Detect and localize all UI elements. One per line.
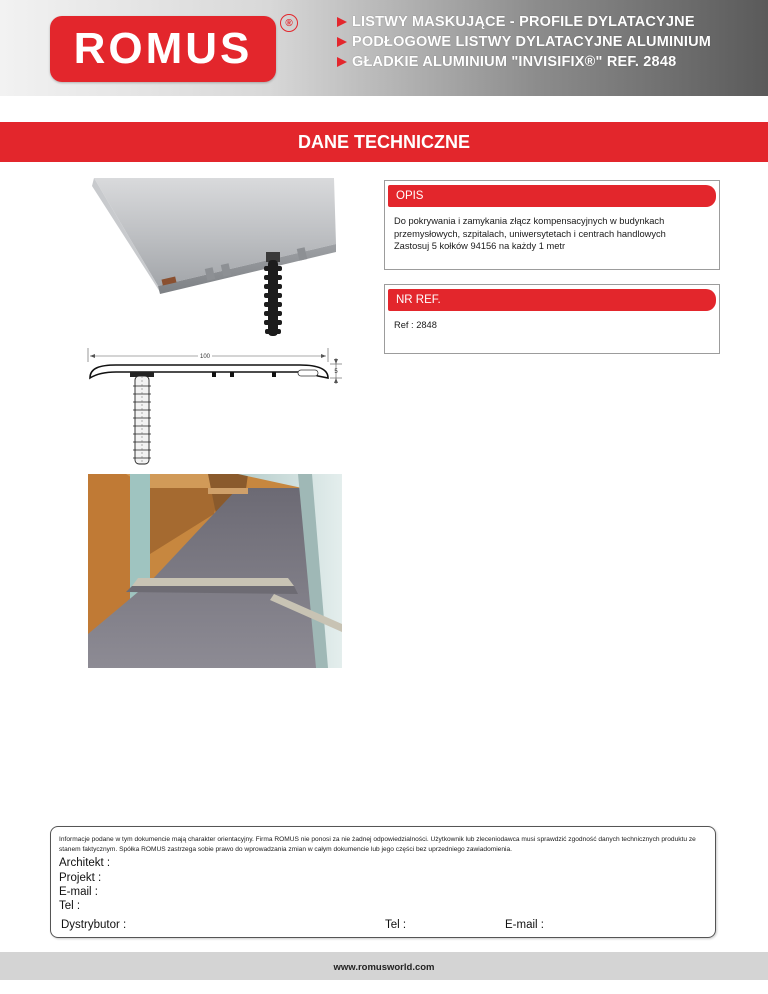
technical-drawing xyxy=(86,346,348,470)
drawing-height-label: 5 xyxy=(334,369,338,375)
architekt-label: Architekt : xyxy=(59,857,111,869)
drawing-width-label: 100 xyxy=(199,354,211,360)
triangle-arrow-icon xyxy=(337,37,347,47)
header-line-1 xyxy=(337,12,711,32)
header-titles xyxy=(337,12,711,72)
email-label: E-mail : xyxy=(59,886,98,898)
reference-box xyxy=(384,284,720,354)
header-line-2-text: PODŁOGOWE LISTWY DYLATACYJNE ALUMINIUM xyxy=(352,34,712,50)
projekt-label: Projekt : xyxy=(59,872,102,884)
distributor-tel-label: Tel : xyxy=(385,919,407,931)
description-line: Do pokrywania i zamykania złącz kompensacyjnych w budynkach xyxy=(394,216,665,226)
romus-logo xyxy=(50,16,276,82)
banner-title: DANE TECHNICZNE xyxy=(297,131,470,152)
description-heading: OPIS xyxy=(388,185,716,207)
disclaimer-text: Informacje podane w tym dokumencie mają charakter orientacyjny. Firma ROMUS nie ponosi za nie żadnej odpowiedzialności. Użytkownik lub zleceniodawca musi sprawdzić zgodność danych technicznych produktu ze stanem faktycznym. Spółka ROMUS zastrzega sobie prawo do wprowadzania zmian w całym dokumencie lub jego części bez uprzedniego zawiadomienia. xyxy=(59,836,696,853)
website-link[interactable]: www.romusworld.com xyxy=(333,961,435,973)
triangle-arrow-icon xyxy=(337,57,347,67)
page-header xyxy=(0,0,768,96)
header-line-1-text: LISTWY MASKUJĄCE - PROFILE DYLATACYJNE xyxy=(352,14,695,30)
description-text xyxy=(385,207,719,253)
section-banner xyxy=(0,122,768,162)
logo-text: ROMUS xyxy=(73,24,253,73)
tel-label: Tel : xyxy=(59,900,81,912)
header-line-3 xyxy=(337,52,711,72)
description-line: przemysłowych, szpitalach, uniwersytetach i centrach handlowych xyxy=(394,228,666,239)
contact-form xyxy=(50,826,716,938)
registered-mark: ® xyxy=(280,14,298,32)
description-line: Zastosuj 5 kołków 94156 na każdy 1 metr xyxy=(394,241,566,251)
triangle-arrow-icon xyxy=(337,17,347,27)
reference-value: Ref : 2848 xyxy=(394,320,437,330)
footer-bar xyxy=(0,952,768,980)
profile-photo xyxy=(88,174,344,342)
reference-heading: NR REF. xyxy=(388,289,716,311)
installation-photo xyxy=(88,474,342,668)
header-line-2 xyxy=(337,32,711,52)
header-line-3-text: GŁADKIE ALUMINIUM "INVISIFIX®" REF. 2848 xyxy=(352,54,677,70)
distributor-email-label: E-mail : xyxy=(505,919,544,931)
description-box xyxy=(384,180,720,270)
dystrybutor-label: Dystrybutor : xyxy=(61,919,127,931)
